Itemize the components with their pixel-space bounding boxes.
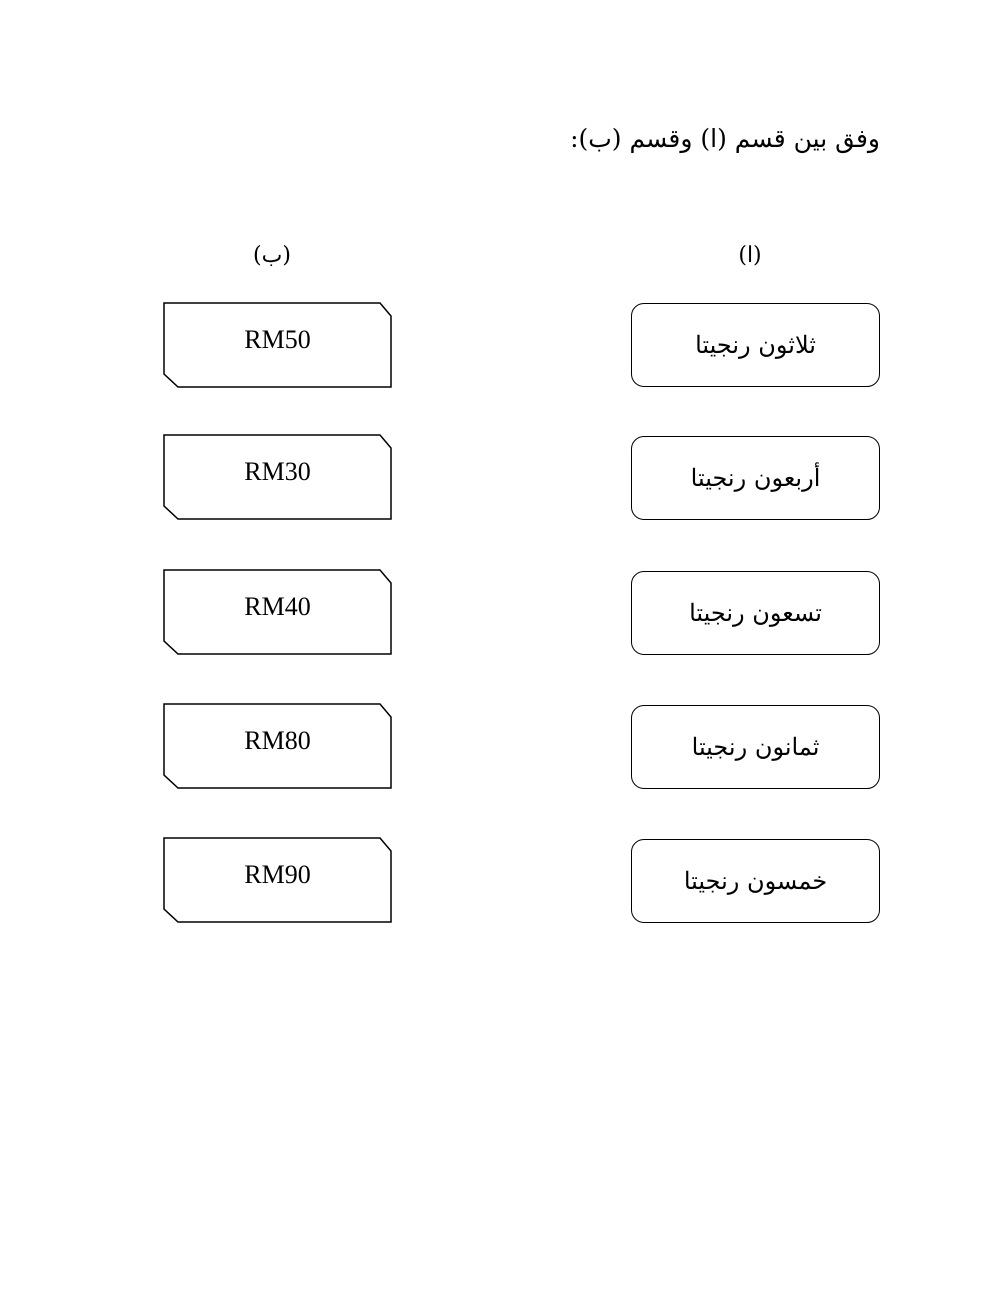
match-item-b-label: RM40 (244, 592, 311, 621)
instruction-text: وفق بين قسم (ا) وقسم (ب): (570, 124, 880, 153)
match-item-b-label: RM30 (244, 457, 311, 486)
match-item-b-label: RM80 (244, 726, 311, 755)
match-item-a-3[interactable]: تسعون رنجيتا (631, 571, 880, 655)
match-item-a-5[interactable]: خمسون رنجيتا (631, 839, 880, 923)
match-item-b-label: RM90 (244, 860, 311, 889)
match-item-b-2[interactable] (163, 434, 392, 520)
match-item-b-4[interactable] (163, 703, 392, 789)
match-item-b-5[interactable] (163, 837, 392, 923)
match-item-b-3[interactable] (163, 569, 392, 655)
column-b-header: (ب) (253, 243, 291, 268)
match-item-b-label: RM50 (244, 325, 311, 354)
match-item-a-1[interactable]: ثلاثون رنجيتا (631, 303, 880, 387)
match-item-a-4[interactable]: ثمانون رنجيتا (631, 705, 880, 789)
match-item-b-1[interactable] (163, 302, 392, 388)
column-a-header: (ا) (738, 243, 762, 268)
match-item-a-2[interactable]: أربعون رنجيتا (631, 436, 880, 520)
